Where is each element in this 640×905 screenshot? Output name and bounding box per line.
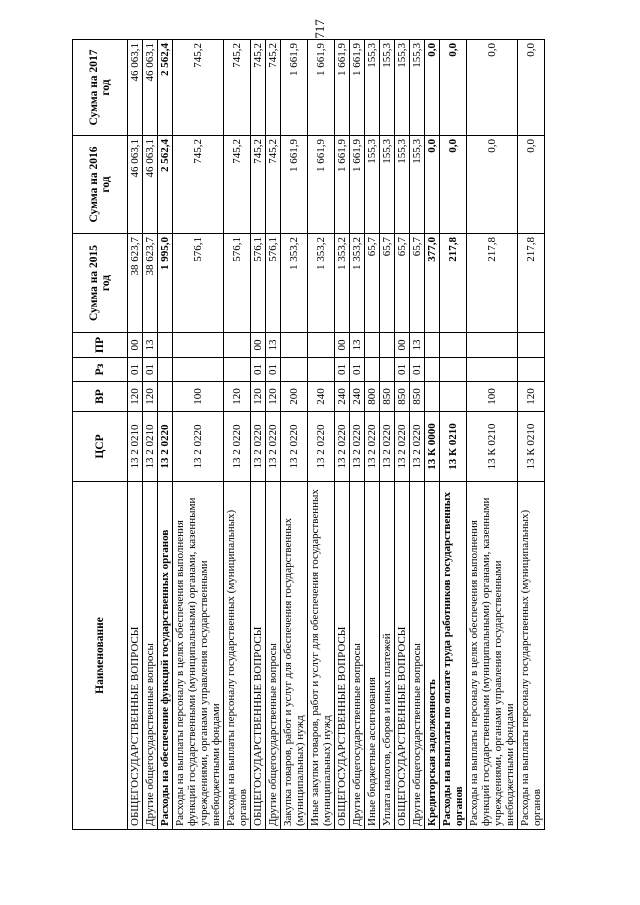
cell-sum-2016: 745,2 (173, 136, 224, 234)
cell-name: Уплата налогов, сборов и иных платежей (380, 482, 395, 830)
cell-vr: 120 (143, 382, 158, 412)
cell-sum-2017: 155,3 (395, 40, 410, 136)
header-sum-2016: Сумма на 2016 год (73, 136, 128, 234)
cell-name: ОБЩЕГОСУДАРСТВЕННЫЕ ВОПРОСЫ (128, 482, 143, 830)
cell-pr (158, 333, 173, 358)
cell-rz: 01 (335, 358, 350, 382)
cell-pr (425, 333, 440, 358)
cell-pr (308, 333, 335, 358)
cell-sum-2017: 0,0 (467, 40, 518, 136)
cell-rz: 01 (350, 358, 365, 382)
cell-sum-2017: 2 562,4 (158, 40, 173, 136)
cell-pr: 13 (350, 333, 365, 358)
rotated-page-content (72, 40, 572, 830)
cell-rz (158, 358, 173, 382)
header-vr: ВР (73, 382, 128, 412)
table-row (266, 40, 281, 830)
cell-csr: 13 К 0000 (425, 412, 440, 482)
cell-csr: 13 2 0220 (158, 412, 173, 482)
cell-sum-2016: 155,3 (365, 136, 380, 234)
cell-name: Расходы на выплаты персоналу государственных (муниципальных) органов (224, 482, 251, 830)
cell-name: Расходы на выплаты персоналу в целях обеспечения выполнения функций государственными (муниципальными) органами, казенными учреждениями, органами управления государственными внебюджетными фондами (467, 482, 518, 830)
cell-csr: 13 2 0220 (281, 412, 308, 482)
table-row (380, 40, 395, 830)
cell-sum-2015: 217,8 (440, 234, 467, 333)
cell-rz (380, 358, 395, 382)
cell-sum-2017: 155,3 (410, 40, 425, 136)
cell-sum-2016: 1 661,9 (350, 136, 365, 234)
cell-pr: 00 (395, 333, 410, 358)
cell-sum-2016: 155,3 (410, 136, 425, 234)
cell-csr: 13 2 0220 (335, 412, 350, 482)
cell-sum-2017: 46 063,1 (128, 40, 143, 136)
cell-sum-2015: 1 353,2 (335, 234, 350, 333)
table-row (281, 40, 308, 830)
cell-sum-2016: 0,0 (467, 136, 518, 234)
cell-csr: 13 2 0220 (365, 412, 380, 482)
table-row (365, 40, 380, 830)
cell-vr: 120 (266, 382, 281, 412)
header-rz: Рз (73, 358, 128, 382)
cell-sum-2016: 46 063,1 (128, 136, 143, 234)
cell-rz: 01 (395, 358, 410, 382)
cell-sum-2017: 745,2 (173, 40, 224, 136)
cell-pr (365, 333, 380, 358)
cell-pr (224, 333, 251, 358)
cell-csr: 13 2 0210 (128, 412, 143, 482)
cell-sum-2016: 1 661,9 (308, 136, 335, 234)
table-row (173, 40, 224, 830)
cell-sum-2015: 576,1 (224, 234, 251, 333)
page-number-text: 717 (312, 19, 327, 39)
cell-sum-2017: 745,2 (266, 40, 281, 136)
cell-name: Закупка товаров, работ и услуг для обеспечения государственных (муниципальных) нужд (281, 482, 308, 830)
cell-csr: 13 К 0210 (467, 412, 518, 482)
cell-rz (425, 358, 440, 382)
cell-vr: 240 (335, 382, 350, 412)
table-row (158, 40, 173, 830)
cell-sum-2017: 1 661,9 (335, 40, 350, 136)
cell-vr (158, 382, 173, 412)
cell-sum-2016: 155,3 (395, 136, 410, 234)
cell-csr: 13 2 0220 (308, 412, 335, 482)
cell-name: Иные закупки товаров, работ и услуг для обеспечения государственных (муниципальных) нужд (308, 482, 335, 830)
cell-name: Кредиторская задолженность (425, 482, 440, 830)
cell-sum-2017: 1 661,9 (350, 40, 365, 136)
cell-rz: 01 (410, 358, 425, 382)
cell-rz: 01 (143, 358, 158, 382)
cell-vr: 120 (518, 382, 545, 412)
cell-vr: 120 (251, 382, 266, 412)
cell-name: Иные бюджетные ассигнования (365, 482, 380, 830)
cell-pr (380, 333, 395, 358)
cell-sum-2015: 1 353,2 (308, 234, 335, 333)
table-row (518, 40, 545, 830)
cell-name: Другие общегосударственные вопросы (350, 482, 365, 830)
cell-sum-2015: 1 353,2 (281, 234, 308, 333)
cell-pr (518, 333, 545, 358)
table-row (395, 40, 410, 830)
table-row (128, 40, 143, 830)
cell-csr: 13 2 0220 (410, 412, 425, 482)
cell-rz: 01 (128, 358, 143, 382)
cell-sum-2016: 2 562,4 (158, 136, 173, 234)
cell-name: Расходы на выплаты персоналу государственных (муниципальных) органов (518, 482, 545, 830)
cell-name: Другие общегосударственные вопросы (266, 482, 281, 830)
cell-csr: 13 2 0220 (266, 412, 281, 482)
table-row (410, 40, 425, 830)
cell-vr: 200 (281, 382, 308, 412)
cell-vr (440, 382, 467, 412)
cell-csr: 13 К 0210 (518, 412, 545, 482)
cell-sum-2017: 155,3 (365, 40, 380, 136)
cell-name: Расходы на выплаты персоналу в целях обеспечения выполнения функций государственными (муниципальными) органами, казенными учреждениями, органами управления государственными внебюджетными фондами (173, 482, 224, 830)
cell-pr: 00 (335, 333, 350, 358)
cell-rz: 01 (266, 358, 281, 382)
cell-sum-2016: 745,2 (266, 136, 281, 234)
header-sum-2017: Сумма на 2017 год (73, 40, 128, 136)
cell-sum-2015: 38 623,7 (143, 234, 158, 333)
cell-pr: 00 (128, 333, 143, 358)
cell-sum-2017: 0,0 (518, 40, 545, 136)
table-row (350, 40, 365, 830)
table-row (251, 40, 266, 830)
cell-rz (224, 358, 251, 382)
cell-sum-2017: 1 661,9 (281, 40, 308, 136)
table-header-row (73, 40, 128, 830)
header-name: Наименование (73, 482, 128, 830)
cell-csr: 13 2 0220 (173, 412, 224, 482)
cell-vr: 800 (365, 382, 380, 412)
cell-name: ОБЩЕГОСУДАРСТВЕННЫЕ ВОПРОСЫ (395, 482, 410, 830)
budget-table (72, 39, 545, 830)
cell-sum-2017: 0,0 (440, 40, 467, 136)
cell-csr: 13 2 0220 (251, 412, 266, 482)
table-row (440, 40, 467, 830)
cell-pr (173, 333, 224, 358)
cell-csr: 13 2 0210 (143, 412, 158, 482)
cell-sum-2015: 65,7 (410, 234, 425, 333)
cell-sum-2017: 155,3 (380, 40, 395, 136)
cell-sum-2015: 576,1 (266, 234, 281, 333)
cell-sum-2015: 576,1 (251, 234, 266, 333)
cell-vr: 850 (380, 382, 395, 412)
cell-sum-2017: 1 661,9 (308, 40, 335, 136)
cell-vr: 120 (128, 382, 143, 412)
cell-sum-2015: 576,1 (173, 234, 224, 333)
cell-name: Расходы на выплаты по оплате труда работников государственных органов (440, 482, 467, 830)
cell-vr: 100 (173, 382, 224, 412)
cell-name: Другие общегосударственные вопросы (143, 482, 158, 830)
cell-vr: 850 (395, 382, 410, 412)
cell-sum-2015: 217,8 (467, 234, 518, 333)
cell-name: ОБЩЕГОСУДАРСТВЕННЫЕ ВОПРОСЫ (335, 482, 350, 830)
cell-rz (365, 358, 380, 382)
cell-sum-2017: 745,2 (251, 40, 266, 136)
cell-sum-2015: 217,8 (518, 234, 545, 333)
cell-sum-2017: 0,0 (425, 40, 440, 136)
cell-pr (281, 333, 308, 358)
cell-vr: 120 (224, 382, 251, 412)
cell-rz (518, 358, 545, 382)
cell-sum-2016: 0,0 (440, 136, 467, 234)
cell-rz (173, 358, 224, 382)
cell-sum-2016: 1 661,9 (281, 136, 308, 234)
cell-csr: 13 К 0210 (440, 412, 467, 482)
cell-sum-2015: 1 353,2 (350, 234, 365, 333)
cell-name: ОБЩЕГОСУДАРСТВЕННЫЕ ВОПРОСЫ (251, 482, 266, 830)
cell-name: Другие общегосударственные вопросы (410, 482, 425, 830)
cell-sum-2015: 377,0 (425, 234, 440, 333)
cell-rz (308, 358, 335, 382)
cell-rz (440, 358, 467, 382)
table-row (308, 40, 335, 830)
cell-sum-2015: 65,7 (365, 234, 380, 333)
cell-sum-2015: 38 623,7 (128, 234, 143, 333)
header-pr: ПР (73, 333, 128, 358)
cell-sum-2016: 745,2 (224, 136, 251, 234)
cell-csr: 13 2 0220 (224, 412, 251, 482)
table-row (425, 40, 440, 830)
cell-rz (281, 358, 308, 382)
cell-csr: 13 2 0220 (350, 412, 365, 482)
cell-sum-2016: 0,0 (518, 136, 545, 234)
cell-pr: 13 (143, 333, 158, 358)
cell-sum-2015: 1 995,0 (158, 234, 173, 333)
cell-sum-2015: 65,7 (380, 234, 395, 333)
cell-sum-2016: 1 661,9 (335, 136, 350, 234)
cell-pr (467, 333, 518, 358)
table-row (224, 40, 251, 830)
cell-name: Расходы на обеспечение функций государственных органов (158, 482, 173, 830)
cell-vr (425, 382, 440, 412)
cell-pr: 13 (410, 333, 425, 358)
cell-pr: 00 (251, 333, 266, 358)
cell-rz: 01 (251, 358, 266, 382)
budget-table-container (72, 40, 572, 830)
cell-sum-2017: 46 063,1 (143, 40, 158, 136)
header-sum-2015: Сумма на 2015 год (73, 234, 128, 333)
cell-sum-2017: 745,2 (224, 40, 251, 136)
cell-sum-2016: 46 063,1 (143, 136, 158, 234)
cell-vr: 100 (467, 382, 518, 412)
table-row (467, 40, 518, 830)
cell-vr: 240 (308, 382, 335, 412)
cell-vr: 240 (350, 382, 365, 412)
cell-pr (440, 333, 467, 358)
cell-rz (467, 358, 518, 382)
cell-csr: 13 2 0220 (395, 412, 410, 482)
cell-sum-2015: 65,7 (395, 234, 410, 333)
table-row (335, 40, 350, 830)
header-csr: ЦСР (73, 412, 128, 482)
table-body (128, 40, 545, 830)
cell-sum-2016: 0,0 (425, 136, 440, 234)
cell-sum-2016: 155,3 (380, 136, 395, 234)
cell-pr: 13 (266, 333, 281, 358)
cell-csr: 13 2 0220 (380, 412, 395, 482)
cell-vr: 850 (410, 382, 425, 412)
table-row (143, 40, 158, 830)
cell-sum-2016: 745,2 (251, 136, 266, 234)
